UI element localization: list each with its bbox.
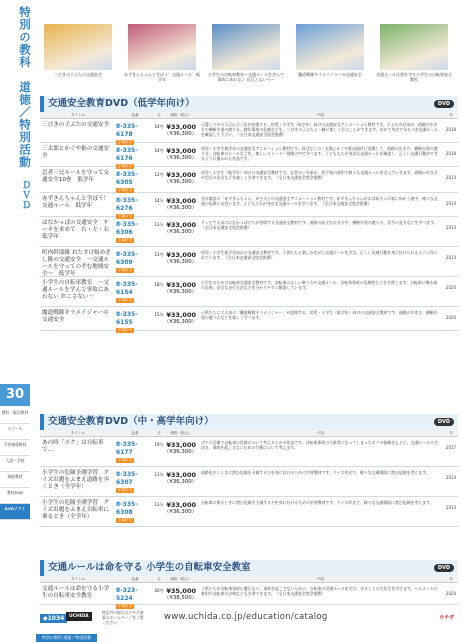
product-photo xyxy=(44,24,112,70)
product-code[interactable]: 8-335-6176 xyxy=(116,147,138,162)
product-code[interactable]: 8-335-6177 xyxy=(116,441,138,456)
product-section xyxy=(40,560,458,608)
release-year: 2020 xyxy=(445,285,457,290)
product-code-cell xyxy=(116,119,154,142)
product-description: 幼児・小学生低学年向けの交通安全教材です。子供たちと楽しみながら交通ルールを学び、正しい交通行動を身に付けられるように作られています。（全日本交通安全協会推薦） xyxy=(201,250,438,261)
product-code-cell xyxy=(116,277,154,306)
caption-tag: 字幕付き xyxy=(118,488,133,492)
product-section xyxy=(40,414,458,527)
caption-tag: 字幕付き xyxy=(118,458,133,462)
price-cell xyxy=(164,217,198,246)
caption-tag: 字幕付き xyxy=(118,140,133,144)
product-code[interactable]: 8-335-6309 xyxy=(116,251,138,266)
product-row[interactable] xyxy=(40,143,458,167)
product-title: 交通ルールは命を守る小学生の自転車安全教室 xyxy=(42,586,110,599)
side-nav-item-active[interactable]: DVDソフト xyxy=(0,504,30,520)
price-cell xyxy=(164,497,198,526)
price-tax-included: （¥36,300） xyxy=(164,179,198,185)
product-title: 三びきの子ぶたの交通安全 xyxy=(42,122,110,128)
section-header xyxy=(40,96,458,112)
price: ¥33,000 xyxy=(166,147,196,155)
product-description: 可愛いブタの子ぶたの三匹が登場する、幼児・小学生（低学年）向けの交通安全アニメーション教材です。子ぶたの兄弟が、道路の歩き方や横断歩道の渡り方、踏切事故の危険などを、三ぴきの子ぶたと一緒に楽しく学ぶことができます。改めて身近で守るべき交通ルールを確認して下さい。（全日本交通安全協会推薦） xyxy=(201,122,438,138)
product-code[interactable]: 8-323-5224 xyxy=(116,587,138,602)
side-nav-item[interactable]: 入試・学校 xyxy=(0,456,30,472)
caption-tag: 字幕付き xyxy=(118,188,133,192)
product-photo xyxy=(128,24,196,70)
product-code[interactable]: 8-335-6305 xyxy=(116,171,138,186)
duration: 15分 xyxy=(154,312,164,317)
section-title: 交通ルールは命を守る 小学生の自転車安全教室 xyxy=(48,562,251,573)
duration: 13分 xyxy=(154,222,164,227)
section-header xyxy=(40,560,458,576)
price-tax-included: （¥36,300） xyxy=(164,155,198,161)
product-photo xyxy=(212,24,280,70)
product-photo xyxy=(296,24,364,70)
product-code[interactable]: 8-335-6178 xyxy=(116,123,138,138)
product-description: 道路を歩くときに潜む危険を予測する力を身に付けるための学習教材です。クイズ形式で、様々な交通場面に潜む危険を考えます。 xyxy=(201,470,430,475)
side-subtitle: ＤＶＤ xyxy=(20,179,30,210)
price: ¥33,000 xyxy=(166,171,196,179)
price: ¥33,000 xyxy=(166,281,196,289)
column-label: 内容 xyxy=(317,431,325,435)
release-year: 2018 xyxy=(445,151,457,156)
release-year: 2020 xyxy=(445,315,457,320)
price-cell xyxy=(164,247,198,276)
duration: 19分 xyxy=(154,442,164,447)
side-nav-item[interactable]: 学習指導教材 xyxy=(0,440,30,456)
product-row[interactable] xyxy=(40,247,458,277)
product-row[interactable] xyxy=(40,583,458,608)
product-description: テレビで人気のはなかっぱたちが登場する交通安全教材です。道路の安全な歩き方や、横断歩道の渡り方、信号の見方などを学べます。（全日本交通安全協会推薦） xyxy=(201,220,438,231)
caption-tag: 字幕付き xyxy=(118,268,133,272)
footer-category: 特別の教科 道徳／特別活動 xyxy=(36,634,97,642)
product-row[interactable] xyxy=(40,467,458,497)
side-title xyxy=(4,6,32,210)
product-title: 赤ずきんちゃんと学ぼう！交通ルール 低学年 xyxy=(42,196,110,209)
product-code-cell xyxy=(116,247,154,276)
product-photo xyxy=(380,24,448,70)
duration: 18分 xyxy=(154,282,164,287)
column-label: 品番 xyxy=(131,113,139,117)
product-code[interactable]: 8-335-6155 xyxy=(116,311,138,326)
price-cell xyxy=(164,167,198,192)
side-nav-item[interactable]: 教科・総合教材 xyxy=(0,408,30,424)
caption-tag: 字幕付き xyxy=(118,328,133,332)
catalog-url[interactable]: www.uchida.co.jp/education/catalog xyxy=(164,612,328,622)
column-header xyxy=(40,430,458,437)
price-cell xyxy=(164,277,198,306)
release-year: 2013 xyxy=(445,175,457,180)
product-title: 魔道戦隊キラメイジャーの交通安全 xyxy=(42,310,109,323)
release-year: 2024 xyxy=(445,591,457,596)
side-nav-item[interactable]: 教材DVD xyxy=(0,488,30,504)
column-label: 年 xyxy=(449,577,453,581)
side-nav-item[interactable]: スクール xyxy=(0,424,30,440)
column-label: 年 xyxy=(449,113,453,117)
column-label: 分 xyxy=(157,431,161,435)
caption-tag: 字幕付き xyxy=(118,164,133,168)
column-label: 内容 xyxy=(317,113,325,117)
price-tax-included: （¥36,300） xyxy=(164,479,198,485)
product-code-cell xyxy=(116,167,154,192)
product-code[interactable]: 8-335-6308 xyxy=(116,501,138,516)
caption-tag: 字幕付き xyxy=(118,238,133,242)
price-cell xyxy=(164,583,198,604)
product-title: はなかっぱの交通安全 ケーキを求めて 右・左・右 低学年 xyxy=(42,220,115,240)
photo-caption: 三びきの子ぶたの交通安全 xyxy=(54,72,102,77)
product-title: 小学生の危険予測学習 クイズ出題をふまえ自転車に乗るとき（全学年） xyxy=(42,500,110,520)
price: ¥33,000 xyxy=(166,251,196,259)
product-row[interactable] xyxy=(40,167,458,193)
photo-caption: 交通ルールは命を守る小学生の自転車安全教室 xyxy=(376,72,452,82)
product-title: 小学生の危険予測学習 クイズ出題をふまえ道路を歩くとき（全学年） xyxy=(42,470,110,490)
price-cell xyxy=(164,119,198,142)
price: ¥33,000 xyxy=(166,197,196,205)
column-label: 品番 xyxy=(131,431,139,435)
release-year: 2013 xyxy=(445,225,457,230)
product-code-cell xyxy=(116,467,154,496)
brand-mark: ウチダ xyxy=(439,615,454,621)
caption-tag: 字幕付き xyxy=(118,604,133,608)
page-footer xyxy=(36,604,462,644)
price-tax-included: （¥36,300） xyxy=(164,289,198,295)
product-description: 小学生のための自転車交通安全教材です。自転車の正しい乗り方や交通ルール、自転車事故の危険性などを学習します。自転車に乗る前の点検、安全な走行方法などを分かりやすく解説しています。 xyxy=(201,280,438,291)
price-cell xyxy=(164,467,198,496)
price: ¥33,000 xyxy=(166,221,196,229)
price-tax-included: （¥36,300） xyxy=(164,259,198,265)
caption-tag: 字幕付き xyxy=(118,214,133,218)
price-tax-included: （¥36,300） xyxy=(164,319,198,325)
product-title: 忍者三兄ルールを守って交通安全10巻 低学年 xyxy=(42,170,110,183)
dvd-badge: DVD xyxy=(434,100,454,108)
product-description: 子供たちに大人気の「魔道戦隊キラメイジャー」が登場する、幼児・小学生（低学年）向けの交通安全教材です。道路の歩き方、横断歩道の渡り方などを楽しく学べます。 xyxy=(201,310,438,321)
price-tax-included: （¥38,500） xyxy=(164,595,198,601)
column-header xyxy=(40,112,458,119)
price-cell xyxy=(164,307,198,330)
dvd-badge: DVD xyxy=(434,564,454,572)
price-tax-included: （¥36,300） xyxy=(164,229,198,235)
column-label: 分 xyxy=(157,577,161,581)
product-title: 小学生の自転車教室 ～交通ルールを学んで事故にあわない おこさない～ xyxy=(42,280,110,300)
product-code-cell xyxy=(116,583,154,608)
price-cell xyxy=(164,193,198,216)
product-code-cell xyxy=(116,497,154,526)
side-nav[interactable] xyxy=(0,408,30,520)
dvd-badge: DVD xyxy=(434,418,454,426)
product-code-cell xyxy=(116,193,154,216)
price: ¥33,000 xyxy=(166,441,196,449)
product-code[interactable]: 8-335-6154 xyxy=(116,281,138,296)
footer-note: 特記外の場合はウチダ商事のホームページをご覧ください。 xyxy=(102,610,144,625)
side-title-text: 特別の教科 道徳／特別活動 xyxy=(18,6,32,169)
photo-image xyxy=(128,24,196,70)
caption-tag: 字幕付き xyxy=(118,518,133,522)
column-label: タイトル xyxy=(70,577,86,581)
product-description: ボクの目線で自転車の危険について考えるための作品です。自転車事故の当事者になってしまったボクの体験をもとに、交通ルールの大切さ、事故を起こさないための行動について考えます。 xyxy=(201,440,438,451)
price: ¥35,000 xyxy=(166,587,196,595)
column-label: 価格（税込） xyxy=(170,113,192,117)
product-description: 名作童話の「赤ずきんちゃん」が主人公の交通安全アニメーション教材です。赤ずきんちゃんがおばあさんの家に向かう途中、様々な交通の危険に出会います。子どもたちが身近な交通ルールを学べます。（全日本交通安全協会推薦） xyxy=(201,196,438,207)
section-title: 交通安全教育DVD（中・高学年向け） xyxy=(48,416,214,427)
chapter-number: 30 xyxy=(0,384,30,406)
column-label: 内容 xyxy=(317,577,325,581)
photo-caption: 赤ずきんちゃんと学ぼう！交通ルール 低学年 xyxy=(124,72,200,82)
release-year: 2017 xyxy=(445,445,457,450)
product-description: 幼児・小学生（低学年）向けの交通安全教材です。忍者の三兄弟が、登下校の道中で様々な交通ルールを学んでいきます。道路の歩き方や信号の見方などを楽しく学習できます。（全日本交通安全協会推薦） xyxy=(201,170,438,181)
photo-image xyxy=(296,24,364,70)
duration: 12分 xyxy=(154,172,164,177)
product-title: 三太郎とかぐや姫の交通安全 xyxy=(42,146,110,159)
release-year: 2018 xyxy=(445,127,457,132)
release-year: 2013 xyxy=(445,255,457,260)
duration: 14分 xyxy=(154,148,164,153)
side-strip xyxy=(0,0,36,644)
product-code-cell xyxy=(116,307,154,330)
uchida-logo: UCHIDA xyxy=(66,612,92,621)
product-title: あの時「ボク」は自転車で… xyxy=(42,440,104,453)
page-number: ◆1034 xyxy=(40,614,67,623)
column-label: タイトル xyxy=(70,113,86,117)
price: ¥33,000 xyxy=(166,123,196,131)
product-description: 幼児・小学生低学年の交通安全アニメーション教材です。昔ばなしの三太郎とかぐや姫が現代に登場して、道路の歩き方、横断歩道の渡り方、自転車のルールなどを、楽しいストーリー展開の中で学べます。子どもたちが身近な交通ルールを確認し、正しい交通行動ができるように描かれた作品です。 xyxy=(201,146,438,162)
photo-image xyxy=(212,24,280,70)
column-label: 年 xyxy=(449,431,453,435)
product-row[interactable] xyxy=(40,277,458,307)
product-row[interactable] xyxy=(40,119,458,143)
duration: 14分 xyxy=(154,124,164,129)
product-section xyxy=(40,96,458,331)
release-year: 2013 xyxy=(445,475,457,480)
product-row[interactable] xyxy=(40,217,458,247)
price-tax-included: （¥36,300） xyxy=(164,131,198,137)
section-header xyxy=(40,414,458,430)
photo-strip xyxy=(40,24,458,88)
column-label: 分 xyxy=(157,113,161,117)
duration: 13分 xyxy=(154,502,164,507)
column-label: タイトル xyxy=(70,431,86,435)
price: ¥33,000 xyxy=(166,471,196,479)
price-tax-included: （¥36,300） xyxy=(164,205,198,211)
price-cell xyxy=(164,437,198,466)
duration: 20分 xyxy=(154,588,164,593)
product-row[interactable] xyxy=(40,307,458,331)
product-code[interactable]: 8-335-6276 xyxy=(116,197,138,212)
column-header xyxy=(40,576,458,583)
duration: 13分 xyxy=(154,472,164,477)
product-row[interactable] xyxy=(40,497,458,527)
product-code-cell xyxy=(116,437,154,466)
price: ¥33,000 xyxy=(166,501,196,509)
price-cell xyxy=(164,143,198,166)
product-title: 町内幹部隊 おたすけ組めざし隊の交通安全 ～交通ルールを守ってのぞむ地域安全～ 低学年 xyxy=(42,250,111,277)
product-code[interactable]: 8-335-6306 xyxy=(116,221,138,236)
release-year: 2013 xyxy=(445,505,457,510)
photo-image xyxy=(380,24,448,70)
column-label: 価格（税込） xyxy=(170,431,192,435)
caption-tag: 字幕付き xyxy=(118,298,133,302)
duration: 13分 xyxy=(154,252,164,257)
column-label: 品番 xyxy=(131,577,139,581)
photo-caption: 魔道戦隊キラメイジャーの交通安全 xyxy=(298,72,362,77)
product-row[interactable] xyxy=(40,437,458,467)
product-description: 子供たちが自転車事故に遭わない、事故を起こさないために、自転車の交通ルールを学び、守ることの大切さを学びます。ヘルメットの着用や自転車の点検なども学習できます。（全日本交通安全協会推薦） xyxy=(201,586,438,597)
column-label: 価格（税込） xyxy=(170,577,192,581)
section-title: 交通安全教育DVD（低学年向け） xyxy=(48,98,195,109)
product-code[interactable]: 8-335-6307 xyxy=(116,471,138,486)
product-code-cell xyxy=(116,143,154,166)
release-year: 2014 xyxy=(445,201,457,206)
product-row[interactable] xyxy=(40,193,458,217)
price: ¥33,000 xyxy=(166,311,196,319)
product-code-cell xyxy=(116,217,154,246)
price-tax-included: （¥36,300） xyxy=(164,509,198,515)
photo-image xyxy=(44,24,112,70)
photo-caption: 小学生の自転車教室～交通ルールを学んで事故にあわない 自己とないへ～ xyxy=(208,72,284,82)
price-tax-included: （¥36,300） xyxy=(164,449,198,455)
product-description: 自転車に乗るときに潜む危険を予測する力を身に付けるための学習教材です。クイズ形式で、様々な交通場面に潜む危険を考えます。 xyxy=(201,500,434,505)
duration: 14分 xyxy=(154,198,164,203)
side-nav-item[interactable]: 知能教材 xyxy=(0,472,30,488)
